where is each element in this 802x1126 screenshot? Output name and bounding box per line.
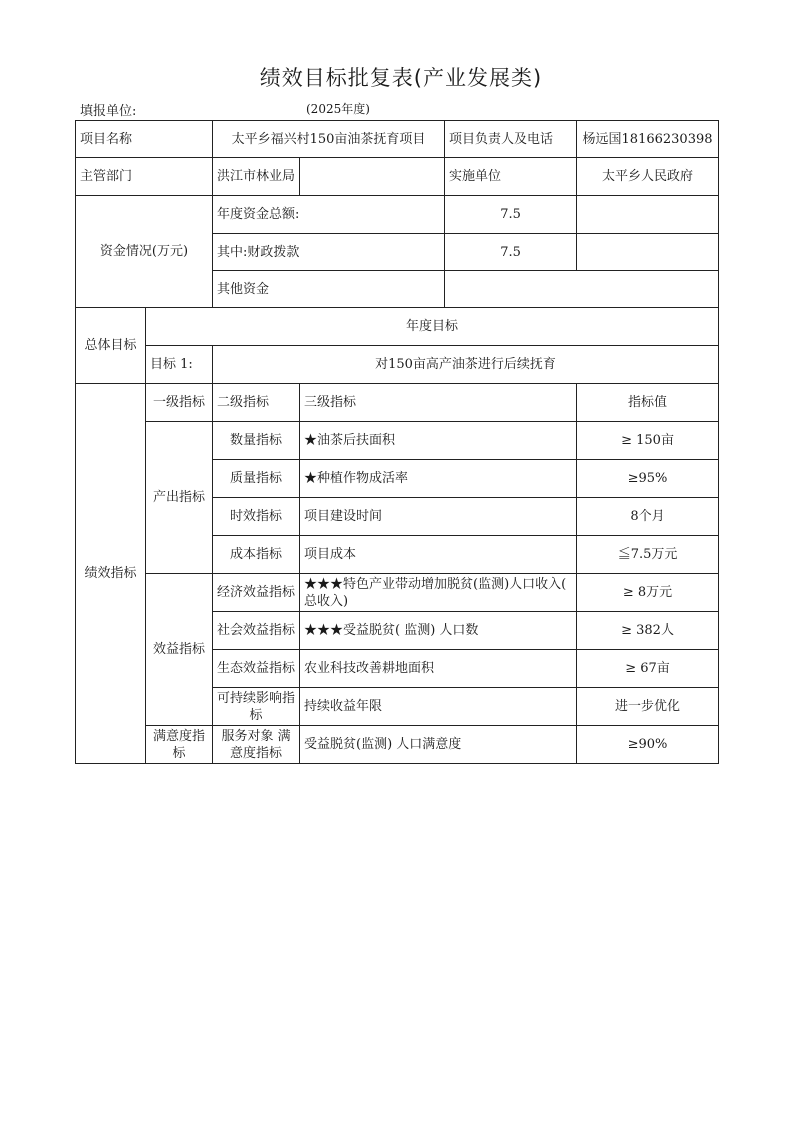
header-level2: 二级指标 [213,384,300,422]
fill-unit-label: 填报单位: [80,104,137,119]
value-cell: ≥ 8万元 [577,574,719,612]
annual-goal-header-row [76,308,719,346]
table-row [76,422,719,460]
funds-fiscal-value: 7.5 [445,234,577,271]
project-name-label: 项目名称 [76,121,213,158]
target-row [76,346,719,384]
table-row [76,726,719,764]
satisfaction-indicator-label: 满意度指标 [146,726,213,764]
value-cell: ≥ 150亩 [577,422,719,460]
project-name-row [76,121,719,158]
performance-target-table [75,120,719,764]
level3-cell: 项目建设时间 [300,498,577,536]
overall-goal-label: 总体目标 [76,308,146,384]
funds-other-label: 其他资金 [213,271,445,308]
funds-total-row [76,196,719,234]
header-level3: 三级指标 [300,384,577,422]
funds-fiscal-label: 其中:财政拨款 [213,234,445,271]
level2-cell: 服务对象 满意度指标 [213,726,300,764]
owner-label: 项目负责人及电话 [445,121,577,158]
level3-cell: 项目成本 [300,536,577,574]
report-year: (2025年度) [306,102,370,116]
level2-cell: 可持续影响指标 [213,688,300,726]
value-cell: ≥ 67亩 [577,650,719,688]
owner-value: 杨远国18166230398 [577,121,719,158]
dept-value: 洪江市林业局 [213,158,300,196]
value-cell: ≦7.5万元 [577,536,719,574]
perf-label: 绩效指标 [76,384,146,764]
value-cell: ≥90% [577,726,719,764]
level2-cell: 生态效益指标 [213,650,300,688]
funds-label: 资金情况(万元) [76,196,213,308]
level2-cell: 社会效益指标 [213,612,300,650]
value-cell: ≥ 382人 [577,612,719,650]
level3-cell: ★★★受益脱贫( 监测) 人口数 [300,612,577,650]
level2-cell: 数量指标 [213,422,300,460]
level2-cell: 质量指标 [213,460,300,498]
level3-cell: ★种植作物成活率 [300,460,577,498]
header-level1: 一级指标 [146,384,213,422]
value-cell: 8个月 [577,498,719,536]
impl-value: 太平乡人民政府 [577,158,719,196]
header-value: 指标值 [577,384,719,422]
dept-label: 主管部门 [76,158,213,196]
table-row [76,574,719,612]
level3-cell: 持续收益年限 [300,688,577,726]
target-label: 目标 1: [146,346,213,384]
benefit-indicator-label: 效益指标 [146,574,213,726]
level3-cell: ★油茶后扶面积 [300,422,577,460]
level3-cell: 农业科技改善耕地面积 [300,650,577,688]
target-value: 对150亩高产油茶进行后续抚育 [213,346,719,384]
impl-label: 实施单位 [445,158,577,196]
level2-cell: 时效指标 [213,498,300,536]
funds-total-label: 年度资金总额: [213,196,445,234]
empty-cell [300,158,445,196]
project-name-value: 太平乡福兴村150亩油茶抚育项目 [213,121,445,158]
level3-cell: 受益脱贫(监测) 人口满意度 [300,726,577,764]
level3-cell: ★★★特色产业带动增加脱贫(监测)人口收入( 总收入) [300,574,577,612]
output-indicator-label: 产出指标 [146,422,213,574]
value-cell: ≥95% [577,460,719,498]
department-row [76,158,719,196]
funds-total-value: 7.5 [445,196,577,234]
level2-cell: 经济效益指标 [213,574,300,612]
empty-cell [445,271,719,308]
value-cell: 进一步优化 [577,688,719,726]
level2-cell: 成本指标 [213,536,300,574]
empty-cell [577,196,719,234]
perf-header-row [76,384,719,422]
empty-cell [577,234,719,271]
annual-goal-label: 年度目标 [146,308,719,346]
page-title: 绩效目标批复表(产业发展类) [259,66,543,90]
